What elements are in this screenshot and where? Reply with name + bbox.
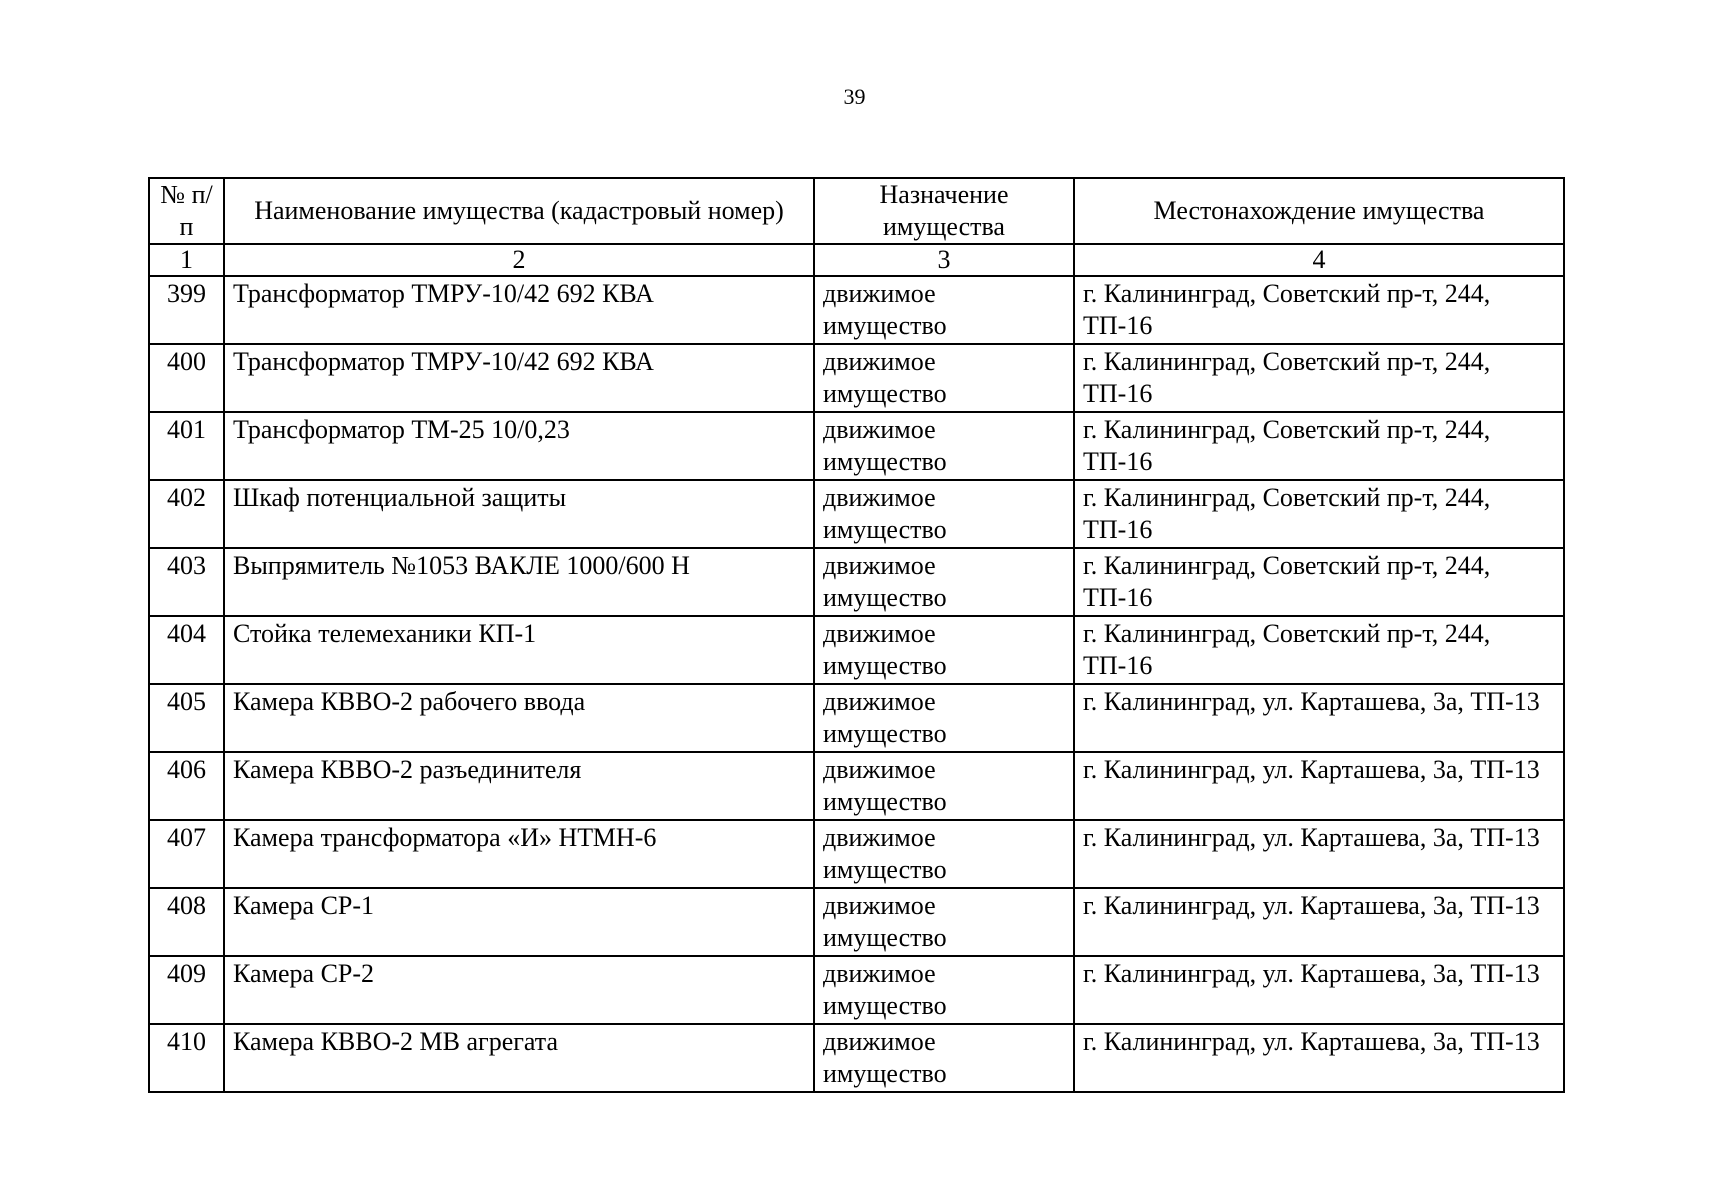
property-location: г. Калининград, Советский пр-т, 244, ТП-16 <box>1074 412 1564 480</box>
property-location: г. Калининград, ул. Карташева, 3а, ТП-13 <box>1074 888 1564 956</box>
page-number: 39 <box>843 84 866 109</box>
property-table <box>148 177 1565 1093</box>
property-name: Камера КВВО-2 рабочего ввода <box>224 684 814 752</box>
property-purpose: движимое имущество <box>814 412 1074 480</box>
header-num: № п/п <box>149 178 224 244</box>
table-row <box>149 888 1564 956</box>
table-row <box>149 548 1564 616</box>
column-number-row <box>149 244 1564 276</box>
table-row <box>149 344 1564 412</box>
property-location: г. Калининград, ул. Карташева, 3а, ТП-13 <box>1074 684 1564 752</box>
row-number: 404 <box>149 616 224 684</box>
property-purpose: движимое имущество <box>814 752 1074 820</box>
table-row <box>149 820 1564 888</box>
header-purpose: Назначение имущества <box>814 178 1074 244</box>
property-purpose: движимое имущество <box>814 956 1074 1024</box>
row-number: 408 <box>149 888 224 956</box>
row-number: 410 <box>149 1024 224 1092</box>
property-location: г. Калининград, ул. Карташева, 3а, ТП-13 <box>1074 820 1564 888</box>
row-number: 403 <box>149 548 224 616</box>
property-location: г. Калининград, ул. Карташева, 3а, ТП-13 <box>1074 752 1564 820</box>
property-purpose: движимое имущество <box>814 548 1074 616</box>
property-name: Камера СР-1 <box>224 888 814 956</box>
property-purpose: движимое имущество <box>814 480 1074 548</box>
table-header-row <box>149 178 1564 244</box>
row-number: 400 <box>149 344 224 412</box>
table-row <box>149 412 1564 480</box>
table-row <box>149 752 1564 820</box>
property-purpose: движимое имущество <box>814 1024 1074 1092</box>
property-name: Выпрямитель №1053 ВАКЛЕ 1000/600 Н <box>224 548 814 616</box>
table-row <box>149 956 1564 1024</box>
column-number: 2 <box>224 244 814 276</box>
property-name: Шкаф потенциальной защиты <box>224 480 814 548</box>
property-name: Трансформатор ТМРУ-10/42 692 КВА <box>224 344 814 412</box>
row-number: 406 <box>149 752 224 820</box>
header-location: Местонахождение имущества <box>1074 178 1564 244</box>
property-location: г. Калининград, Советский пр-т, 244, ТП-16 <box>1074 616 1564 684</box>
row-number: 401 <box>149 412 224 480</box>
property-name: Камера КВВО-2 разъединителя <box>224 752 814 820</box>
property-purpose: движимое имущество <box>814 344 1074 412</box>
row-number: 405 <box>149 684 224 752</box>
property-purpose: движимое имущество <box>814 616 1074 684</box>
property-name: Камера трансформатора «И» НТМН-6 <box>224 820 814 888</box>
property-purpose: движимое имущество <box>814 684 1074 752</box>
table-row <box>149 616 1564 684</box>
header-name: Наименование имущества (кадастровый номер) <box>224 178 814 244</box>
property-location: г. Калининград, ул. Карташева, 3а, ТП-13 <box>1074 956 1564 1024</box>
property-location: г. Калининград, Советский пр-т, 244, ТП-16 <box>1074 344 1564 412</box>
property-purpose: движимое имущество <box>814 276 1074 344</box>
property-location: г. Калининград, Советский пр-т, 244, ТП-16 <box>1074 548 1564 616</box>
row-number: 407 <box>149 820 224 888</box>
property-name: Камера КВВО-2 МВ агрегата <box>224 1024 814 1092</box>
property-table-body <box>149 178 1564 1092</box>
table-row <box>149 684 1564 752</box>
row-number: 402 <box>149 480 224 548</box>
property-location: г. Калининград, Советский пр-т, 244, ТП-16 <box>1074 276 1564 344</box>
table-row <box>149 276 1564 344</box>
property-location: г. Калининград, ул. Карташева, 3а, ТП-13 <box>1074 1024 1564 1092</box>
property-name: Трансформатор ТМРУ-10/42 692 КВА <box>224 276 814 344</box>
row-number: 409 <box>149 956 224 1024</box>
property-purpose: движимое имущество <box>814 820 1074 888</box>
table-row <box>149 1024 1564 1092</box>
column-number: 4 <box>1074 244 1564 276</box>
property-location: г. Калининград, Советский пр-т, 244, ТП-16 <box>1074 480 1564 548</box>
property-name: Стойка телемеханики КП-1 <box>224 616 814 684</box>
column-number: 3 <box>814 244 1074 276</box>
property-purpose: движимое имущество <box>814 888 1074 956</box>
property-name: Трансформатор ТМ-25 10/0,23 <box>224 412 814 480</box>
row-number: 399 <box>149 276 224 344</box>
table-row <box>149 480 1564 548</box>
column-number: 1 <box>149 244 224 276</box>
property-name: Камера СР-2 <box>224 956 814 1024</box>
